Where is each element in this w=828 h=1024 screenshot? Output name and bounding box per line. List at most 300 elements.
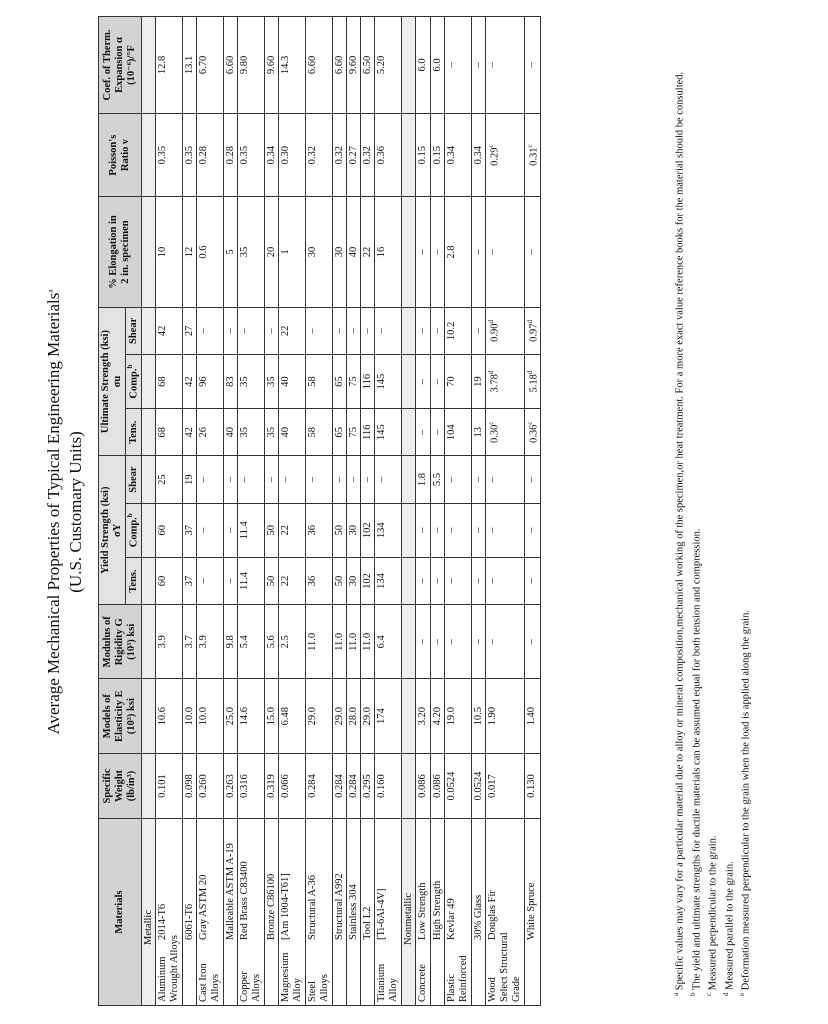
value-text: 35: [238, 376, 250, 387]
value-cell-e: [415, 679, 430, 753]
value-text: 35: [265, 427, 277, 438]
footnote: [687, 16, 704, 996]
value-text: –: [525, 62, 537, 68]
value-cell-ut: [196, 409, 223, 456]
section-spacer-cell: [401, 503, 415, 557]
category-line: Alloy: [387, 978, 399, 1002]
value-text: 116: [361, 373, 373, 390]
value-cell-e: [374, 679, 401, 753]
value-text: 10.5: [472, 706, 484, 726]
value-cell-e: [196, 679, 223, 753]
value-cell-el: [485, 197, 524, 307]
value-cell-us: [264, 307, 278, 354]
category-label: [280, 940, 304, 1002]
value-text: 22: [279, 525, 291, 536]
value-text: 3.20: [416, 706, 428, 726]
value-text: 2.8: [445, 245, 457, 259]
footnote-marker: d: [721, 992, 730, 996]
value-text: –: [525, 527, 537, 533]
value-text: 25.0: [224, 706, 236, 726]
value-text: 0.32: [333, 145, 345, 165]
value-text: 35: [238, 246, 250, 258]
value-text: –: [445, 578, 457, 584]
table-row: [223, 17, 237, 1006]
category-line: Grade: [510, 976, 522, 1002]
category-label: [198, 940, 222, 1002]
category-label: [307, 940, 331, 1002]
value-text: 96: [197, 376, 209, 387]
value-cell-alpha: [264, 17, 278, 114]
value-cell-g: [223, 605, 237, 679]
material-name: [Ti-6Al-4V]: [375, 888, 387, 940]
value-text: 134: [375, 522, 387, 539]
value-text: 0.36: [528, 424, 540, 444]
table-row: [346, 17, 360, 1006]
value-text: –: [238, 476, 250, 483]
material-name-cell: [415, 819, 430, 1006]
value-text: –: [486, 578, 498, 584]
value-text: 0.15: [416, 145, 428, 165]
value-text: 12.8: [156, 55, 168, 75]
value-text: –: [416, 378, 428, 385]
value-cell-yc: [360, 503, 374, 557]
value-text: 11.4: [238, 521, 250, 540]
value-cell-g: [155, 605, 182, 679]
section-spacer-cell: [141, 17, 155, 114]
value-cell-ut: [524, 409, 541, 456]
value-text: 70: [445, 376, 457, 387]
value-text: 13.1: [183, 55, 195, 75]
value-text: 0.32: [306, 145, 318, 165]
value-cell-yc: [524, 503, 541, 557]
value-text: 0.31: [528, 147, 540, 166]
value-text: 26: [197, 427, 209, 438]
value-cell-us: [332, 307, 346, 354]
value-cell-sw: [524, 753, 541, 818]
footnote-mark: d: [486, 370, 495, 375]
section-spacer-cell: [141, 409, 155, 456]
material-name: 6061-T6: [183, 903, 195, 940]
value-text: 40: [347, 246, 359, 258]
value-text: 174: [375, 708, 387, 725]
value-cell-g: [471, 605, 485, 679]
footnote: [736, 16, 753, 996]
material-name-cell: [430, 819, 444, 1006]
footnote-marker: b: [688, 992, 697, 996]
value-cell-nu: [524, 113, 541, 196]
value-cell-yc: [485, 503, 524, 557]
value-cell-ys: [182, 456, 196, 503]
value-cell-yc: [196, 503, 223, 557]
value-text: 30: [347, 525, 359, 536]
value-text: –: [486, 639, 498, 645]
value-text: 42: [156, 325, 168, 337]
value-cell-us: [485, 307, 524, 354]
value-cell-sw: [278, 753, 305, 818]
value-text: 27: [183, 325, 195, 337]
value-text: 22: [279, 325, 291, 337]
value-cell-uc: [182, 355, 196, 409]
value-cell-yc: [415, 503, 430, 557]
value-text: 58: [306, 427, 318, 438]
value-text: –: [525, 578, 537, 584]
value-cell-ys: [415, 456, 430, 503]
table-row: [278, 17, 305, 1006]
value-cell-uc: [524, 355, 541, 409]
value-text: 29.0: [306, 706, 318, 726]
value-text: 40: [224, 427, 236, 438]
value-cell-nu: [237, 113, 264, 196]
material-name-cell: [524, 819, 541, 1006]
value-cell-el: [415, 197, 430, 307]
material-name: 30% Glass: [472, 894, 484, 940]
value-text: 10.0: [183, 706, 195, 726]
table-row: [332, 17, 346, 1006]
value-cell-nu: [332, 113, 346, 196]
value-text: 4.20: [431, 706, 443, 726]
value-text: –: [431, 249, 443, 255]
value-cell-el: [237, 197, 264, 307]
value-cell-g: [430, 605, 444, 679]
value-cell-el: [471, 197, 485, 307]
value-text: 1: [279, 249, 291, 255]
value-text: 65: [333, 427, 345, 438]
value-text: 116: [361, 424, 373, 440]
section-label: Nonmetallic: [401, 819, 415, 1006]
value-text: 40: [279, 376, 291, 387]
value-text: –: [525, 639, 537, 645]
value-cell-e: [444, 679, 471, 753]
table-row: [524, 17, 541, 1006]
material-name: Tool L2: [361, 906, 373, 940]
value-text: 10: [156, 246, 168, 258]
value-text: 0.34: [472, 145, 484, 165]
value-cell-alpha: [332, 17, 346, 114]
value-cell-yt: [223, 557, 237, 604]
value-cell-sw: [155, 753, 182, 818]
value-cell-nu: [264, 113, 278, 196]
section-spacer-cell: [141, 197, 155, 307]
value-text: 29.0: [333, 706, 345, 726]
value-text: 40: [279, 427, 291, 438]
value-cell-el: [444, 197, 471, 307]
header-yield-comp: Comp.$^b$: [126, 503, 142, 557]
value-cell-yt: [182, 557, 196, 604]
value-cell-us: [430, 307, 444, 354]
category-label: [156, 935, 181, 1002]
value-cell-us: [155, 307, 182, 354]
value-cell-ut: [360, 409, 374, 456]
value-text: 25: [156, 474, 168, 485]
material-name-cell: [196, 819, 223, 1006]
value-cell-yt: [196, 557, 223, 604]
value-text: –: [472, 639, 484, 645]
footnote-text: The yield and ultimate strengths for ductile materials can be assumed equal for both tension and compression.: [691, 528, 702, 991]
value-text: 1.90: [486, 706, 498, 726]
value-cell-g: [182, 605, 196, 679]
value-text: 0.130: [525, 774, 537, 798]
value-cell-nu: [444, 113, 471, 196]
value-cell-yt: [278, 557, 305, 604]
value-cell-nu: [155, 113, 182, 196]
value-text: –: [445, 476, 457, 483]
value-text: 6.0: [416, 58, 428, 72]
value-cell-nu: [182, 113, 196, 196]
value-cell-uc: [360, 355, 374, 409]
value-text: 0.086: [416, 774, 428, 798]
material-name-cell: [237, 819, 264, 1006]
value-text: 0.36: [375, 145, 387, 165]
section-row: [141, 17, 155, 1006]
value-text: –: [486, 527, 498, 533]
value-cell-nu: [223, 113, 237, 196]
value-text: 0.34: [265, 145, 277, 165]
value-text: 5.4: [238, 635, 250, 649]
value-text: 102: [361, 573, 373, 589]
value-cell-uc: [485, 355, 524, 409]
section-spacer-cell: [141, 113, 155, 196]
value-cell-yc: [332, 503, 346, 557]
value-text: 15.0: [265, 706, 277, 726]
value-text: –: [224, 328, 236, 334]
table-row: [415, 17, 430, 1006]
value-cell-uc: [196, 355, 223, 409]
value-text: 42: [183, 376, 195, 387]
value-text: 145: [375, 424, 387, 441]
value-cell-yc: [305, 503, 332, 557]
value-cell-e: [155, 679, 182, 753]
value-cell-yt: [524, 557, 541, 604]
value-text: –: [224, 527, 236, 533]
value-cell-g: [524, 605, 541, 679]
category-line: Reinforced: [457, 955, 469, 1002]
value-cell-sw: [430, 753, 444, 818]
value-text: –: [445, 62, 457, 68]
value-cell-nu: [415, 113, 430, 196]
header-poisson: Poisson's Ratio ν: [99, 113, 142, 196]
value-text: –: [197, 578, 209, 584]
material-name: White Spruce: [525, 882, 537, 940]
category-line: Alloys: [318, 973, 330, 1002]
material-name-cell: [278, 819, 305, 1006]
value-cell-alpha: [278, 17, 305, 114]
value-cell-alpha: [346, 17, 360, 114]
table-row: [471, 17, 485, 1006]
value-cell-sw: [237, 753, 264, 818]
value-text: –: [431, 527, 443, 533]
value-cell-g: [237, 605, 264, 679]
value-cell-el: [264, 197, 278, 307]
category-line: Alloy: [291, 978, 303, 1002]
value-cell-ut: [374, 409, 401, 456]
value-text: 22: [361, 246, 373, 258]
section-spacer-cell: [401, 17, 415, 114]
value-cell-yc: [430, 503, 444, 557]
value-text: –: [306, 476, 318, 483]
value-cell-yt: [430, 557, 444, 604]
value-cell-alpha: [471, 17, 485, 114]
value-text: –: [416, 429, 428, 435]
value-text: 6.4: [375, 635, 387, 649]
value-cell-e: [360, 679, 374, 753]
value-cell-us: [360, 307, 374, 354]
value-text: 0.30: [489, 424, 501, 444]
value-cell-ut: [223, 409, 237, 456]
table-row: [264, 17, 278, 1006]
value-cell-yc: [374, 503, 401, 557]
value-cell-alpha: [305, 17, 332, 114]
value-cell-el: [374, 197, 401, 307]
footnotes: [670, 16, 753, 996]
value-text: 0.284: [347, 774, 359, 798]
value-text: 50: [333, 575, 345, 587]
section-spacer-cell: [401, 753, 415, 818]
table-row: [305, 17, 332, 1006]
footnote-text: Deformation measured perpendicular to the grain when the load is applied along the grain.: [740, 610, 752, 991]
category-line: Wrought Alloys: [168, 935, 180, 1002]
section-spacer-cell: [141, 557, 155, 604]
material-name-cell: [332, 819, 346, 1006]
value-text: 9.60: [265, 55, 277, 75]
value-text: –: [347, 328, 359, 334]
value-cell-el: [305, 197, 332, 307]
value-text: 29.0: [361, 706, 373, 726]
category-line: Select Structural: [498, 932, 510, 1002]
value-cell-el: [524, 197, 541, 307]
value-cell-nu: [430, 113, 444, 196]
value-text: 0.319: [265, 774, 277, 798]
section-spacer-cell: [401, 679, 415, 753]
value-text: –: [224, 476, 236, 483]
value-text: 36: [306, 575, 318, 587]
value-cell-el: [430, 197, 444, 307]
section-spacer-cell: [401, 605, 415, 679]
value-cell-uc: [444, 355, 471, 409]
footnote-marker: a: [672, 992, 680, 996]
value-cell-yc: [264, 503, 278, 557]
value-text: 58: [306, 376, 318, 387]
section-spacer-cell: [141, 307, 155, 354]
material-name: Low Strength: [416, 882, 428, 940]
value-cell-ut: [237, 409, 264, 456]
value-cell-us: [374, 307, 401, 354]
value-text: –: [486, 249, 498, 255]
material-name: Stainless 304: [347, 884, 359, 940]
value-cell-ys: [223, 456, 237, 503]
value-cell-uc: [264, 355, 278, 409]
material-name: Structural A-36: [306, 874, 318, 940]
value-cell-sw: [332, 753, 346, 818]
value-text: 0.32: [361, 145, 373, 165]
value-text: 0.6: [197, 245, 209, 259]
footnote-mark: d: [486, 319, 495, 324]
value-cell-sw: [415, 753, 430, 818]
value-text: 6.50: [361, 55, 373, 75]
category-line: Alloys: [250, 973, 262, 1002]
value-text: 5: [224, 249, 236, 255]
value-cell-ys: [444, 456, 471, 503]
value-cell-yt: [264, 557, 278, 604]
value-cell-e: [346, 679, 360, 753]
value-cell-uc: [415, 355, 430, 409]
value-text: 0.086: [431, 774, 443, 798]
value-cell-ut: [332, 409, 346, 456]
material-name: 2014-T6: [156, 903, 168, 940]
value-cell-g: [374, 605, 401, 679]
value-text: 0.27: [347, 145, 359, 165]
material-name-cell: [264, 819, 278, 1006]
footnote-mark: d: [525, 370, 534, 375]
value-text: 6.60: [306, 55, 318, 75]
table-row: [374, 17, 401, 1006]
section-spacer-cell: [141, 605, 155, 679]
value-cell-ys: [155, 456, 182, 503]
value-text: 60: [156, 525, 168, 536]
section-spacer-cell: [401, 456, 415, 503]
value-cell-us: [524, 307, 541, 354]
value-cell-nu: [485, 113, 524, 196]
value-cell-e: [430, 679, 444, 753]
value-cell-g: [305, 605, 332, 679]
value-text: 3.7: [183, 635, 195, 649]
value-text: –: [472, 578, 484, 584]
value-cell-yc: [278, 503, 305, 557]
value-text: 42: [183, 427, 195, 438]
value-text: –: [486, 62, 498, 68]
value-text: –: [472, 249, 484, 255]
value-text: –: [306, 328, 318, 334]
value-text: 30: [347, 575, 359, 587]
material-name: Kevlar 49: [445, 898, 457, 940]
value-text: 0.28: [224, 145, 236, 165]
value-cell-alpha: [415, 17, 430, 114]
value-text: 37: [183, 575, 195, 587]
value-text: 0.35: [156, 145, 168, 165]
footnote-text: Specific values may vary for a particular material due to alloy or mineral composition,mechanical working of the specimen,or heat treatment. For a more exact value reference books for the material should be consulted.: [674, 71, 686, 991]
value-cell-uc: [305, 355, 332, 409]
material-name: Structural A992: [333, 873, 345, 940]
value-cell-yt: [332, 557, 346, 604]
value-cell-uc: [430, 355, 444, 409]
value-text: 0.28: [197, 145, 209, 165]
value-cell-g: [332, 605, 346, 679]
value-cell-yc: [471, 503, 485, 557]
value-cell-alpha: [374, 17, 401, 114]
value-text: 0.284: [306, 774, 318, 798]
value-cell-ys: [471, 456, 485, 503]
value-cell-e: [471, 679, 485, 753]
value-text: –: [375, 328, 387, 334]
header-yield-tens: Tens.: [126, 557, 142, 604]
value-text: 9.80: [238, 55, 250, 75]
value-text: –: [333, 328, 345, 334]
value-text: 11.0: [361, 632, 373, 651]
value-cell-ut: [430, 409, 444, 456]
value-text: –: [238, 328, 250, 334]
value-cell-ys: [360, 456, 374, 503]
value-text: 65: [333, 376, 345, 387]
value-cell-g: [278, 605, 305, 679]
material-name-cell: [346, 819, 360, 1006]
material-name-cell: [471, 819, 485, 1006]
value-cell-yt: [415, 557, 430, 604]
value-cell-g: [360, 605, 374, 679]
header-ultimate-comp: Comp.$^b$: [126, 355, 142, 409]
value-text: 134: [375, 573, 387, 589]
value-text: –: [431, 429, 443, 435]
value-cell-ys: [485, 456, 524, 503]
value-cell-sw: [374, 753, 401, 818]
